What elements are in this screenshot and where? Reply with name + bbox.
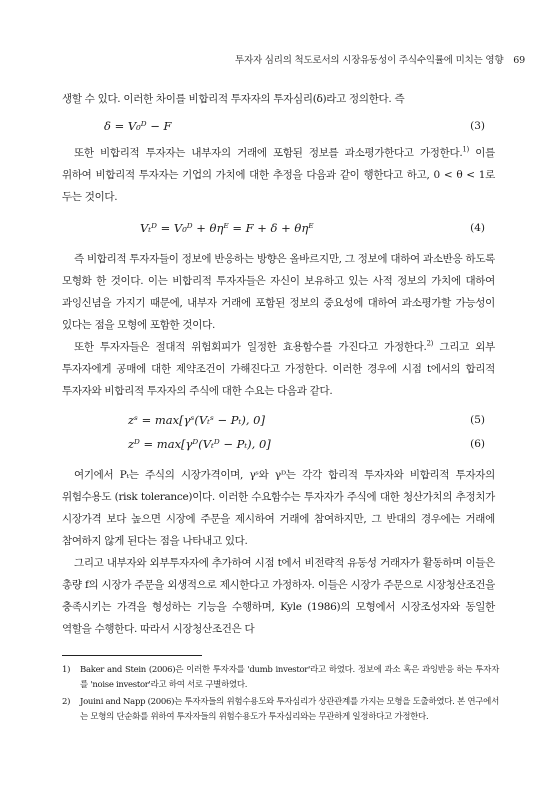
paragraph-2-text: 또한 비합리적 투자자는 내부자의 거래에 포함된 정보를 과소평가한다고 가정한다. <box>74 147 463 159</box>
paragraph-5: 여기에서 Pₜ는 주식의 시장가격이며, γˢ와 γᴰ는 각각 합리적 투자자와 비합리적 투자자의 위험수용도 (risk tolerance)이다. 이러한 수요함수는 투자자가 주식에 대한 청산가치의 추정치가 시장가격 보다 높으면 시장에 주문을 제시하여 거래에 참여하지만, 그 반대의 경우에는 거래에 참여하지 않게 된다는 점을 나타내고 있다. <box>62 469 495 547</box>
footnote-ref-1[interactable]: 1) <box>462 145 469 154</box>
paragraph-4-text: 또한 투자자들은 절대적 위험회피가 일정한 효용함수를 가진다고 가정한다. <box>74 341 427 353</box>
equation-number: (5) <box>470 414 485 426</box>
footnote-divider <box>62 655 202 656</box>
paragraph-6: 그리고 내부자와 외부투자자에 추가하여 시점 t에서 비전략적 유동성 거래자가 활동하며 이들은 총량 f의 시장가 주문을 외생적으로 제시한다고 가정하자. 이들은 시장가 주문으로 시장청산조건을 충족시키는 가격을 형성하는 기능을 수행하며, Kyle (1986)의 모형에서 시장조성자와 동일한 역할을 수행한다. 따라서 시장청산조건은 다 <box>62 557 495 635</box>
equation-number: (4) <box>470 222 485 234</box>
footnote-ref-2[interactable]: 2) <box>426 339 434 348</box>
running-header <box>60 52 525 66</box>
paragraph-2-rest: 이를 위하여 비합리적 투자자는 기업의 가치에 대한 추정을 다음과 같이 행한다고 하고, 0 < θ < 1로 두는 것이다. <box>62 147 495 203</box>
footnote-1 <box>62 663 499 693</box>
equation-formula: Vₜᴰ = V₀ᴰ + θηᴱ = F + δ + θηᴱ <box>140 221 314 235</box>
equation-formula: δ = V₀ᴰ − F <box>104 119 172 133</box>
paragraph-4 <box>62 336 495 402</box>
equation-number: (3) <box>470 120 485 132</box>
footnote-number: 2) <box>62 697 71 707</box>
equation-formula: zᴰ = max[γᴰ(Vₜᴰ − Pₜ), 0] <box>128 437 271 451</box>
footnote-2 <box>62 695 499 725</box>
paragraph-1: 생할 수 있다. 이러한 차이를 비합리적 투자자의 투자심리(δ)라고 정의한다. 즉 <box>62 93 405 105</box>
page-number: 69 <box>513 55 525 66</box>
footnotes <box>62 663 499 727</box>
equation-number: (6) <box>470 438 485 450</box>
footnote-text: Baker and Stein (2006)은 이러한 투자자를 'dumb investor'라고 하였다. 정보에 과소 혹은 과잉반응 하는 투자자를 'noise investor'라고 하여 서로 구별하였다. <box>80 665 499 690</box>
equation-6 <box>62 432 495 456</box>
equation-3 <box>62 110 495 142</box>
footnote-number: 1) <box>62 665 71 675</box>
header-title: 투자자 심리의 척도로서의 시장유동성이 주식수익률에 미치는 영향 <box>235 55 504 66</box>
equation-5 <box>62 408 495 432</box>
equation-4 <box>62 208 495 248</box>
paragraph-2 <box>62 142 495 208</box>
footnote-text: Jouini and Napp (2006)는 투자자들의 위험수용도와 투자심리가 상관관계를 가지는 모형을 도출하였다. 본 연구에서는 모형의 단순화를 위하여 투자자들의 위험수용도가 투자심리와는 무관하게 일정하다고 가정한다. <box>80 697 499 722</box>
main-text <box>62 88 495 640</box>
equation-formula: zˢ = max[γˢ(Vₜˢ − Pₜ), 0] <box>128 413 265 427</box>
paragraph-3: 즉 비합리적 투자자들이 정보에 반응하는 방향은 올바르지만, 그 정보에 대하여 과소반응 하도록 모형화 한 것이다. 이는 비합리적 투자자들은 자신이 보유하고 있는 사적 정보의 가치에 대하여 과잉신념을 가지기 때문에, 내부자 거래에 포함된 정보의 중요성에 대하여 과소평가할 가능성이 있다는 점을 모형에 포함한 것이다. <box>62 253 495 331</box>
paragraph-4-rest: 그리고 외부 투자자에게 공매에 대한 제약조건이 가해진다고 가정한다. 이러한 경우에 시점 t에서의 합리적 투자자와 비합리적 투자자의 주식에 대한 수요는 다음과 같다. <box>62 341 495 397</box>
